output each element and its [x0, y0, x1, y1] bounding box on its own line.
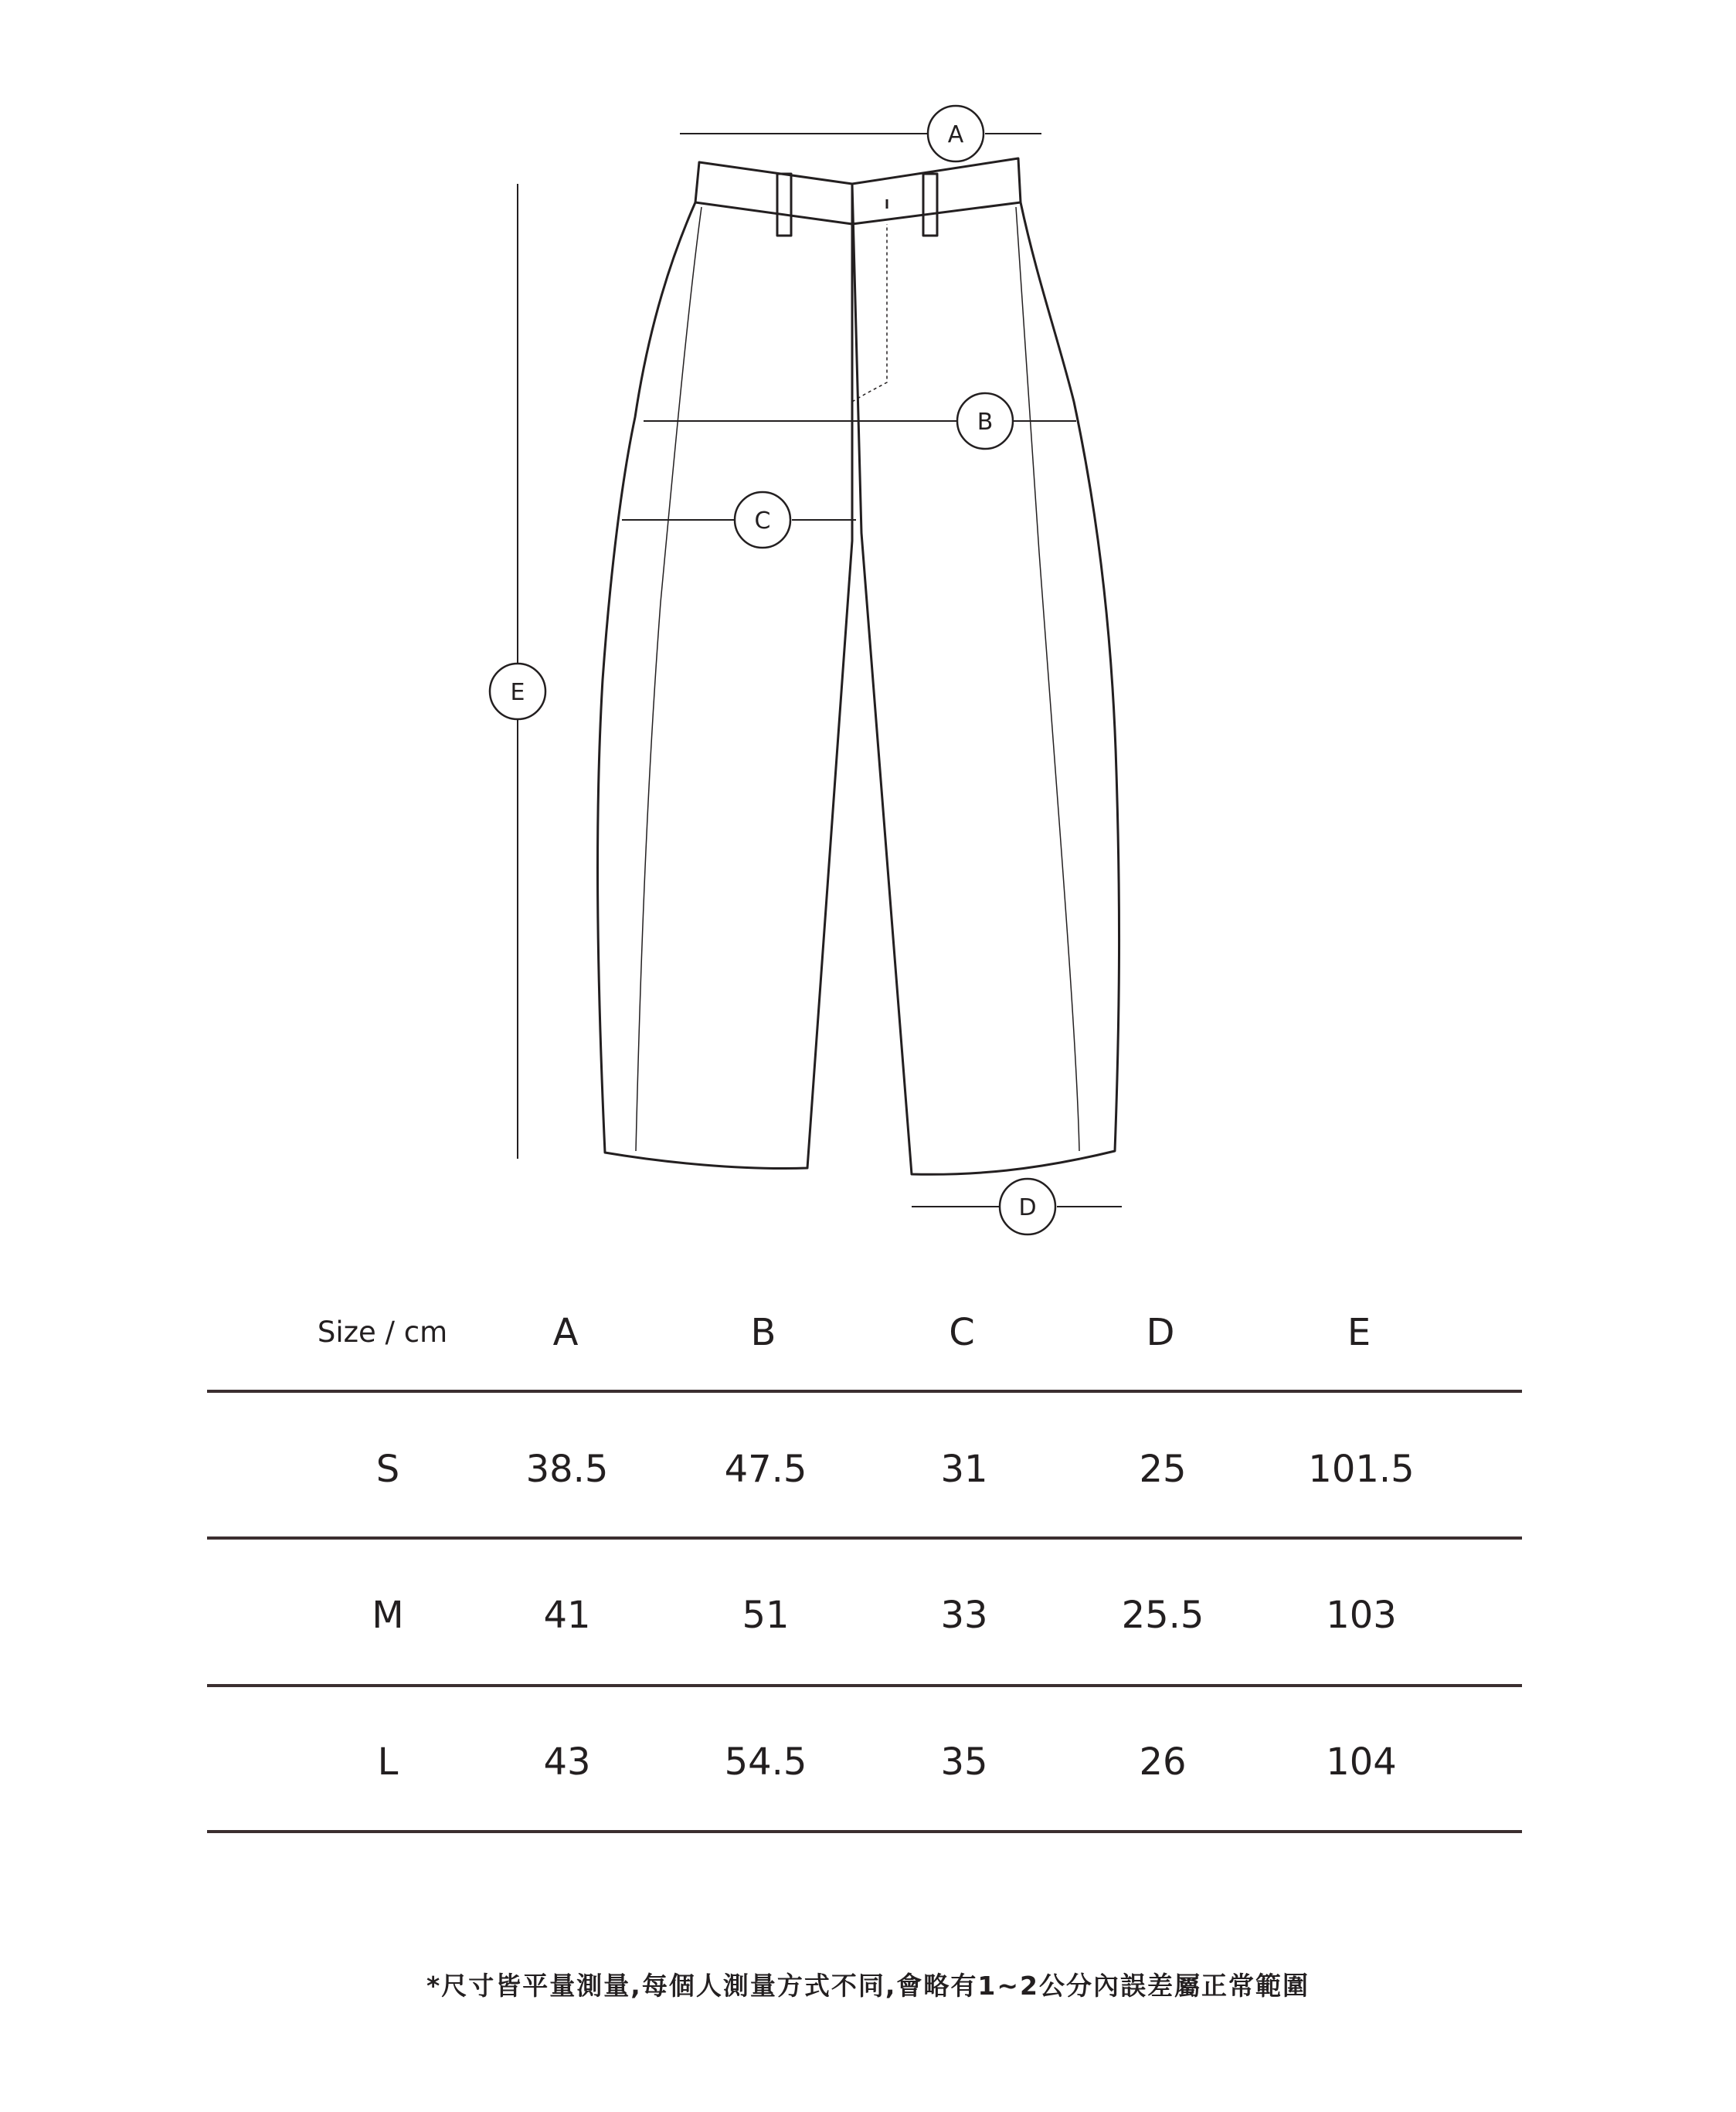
value-a: 41 [543, 1594, 591, 1637]
label-c: C [754, 508, 771, 535]
unit-label: Size / cm [317, 1316, 448, 1349]
table-row [209, 1446, 1522, 1492]
col-a-header: A [552, 1311, 579, 1354]
table-rule [207, 1536, 1522, 1540]
col-e-header: E [1347, 1311, 1371, 1354]
table-row [209, 1592, 1522, 1638]
size-label: S [375, 1448, 400, 1491]
table-rule [207, 1390, 1522, 1393]
col-b-header: B [750, 1311, 776, 1354]
value-c: 31 [940, 1448, 988, 1491]
value-c: 33 [940, 1594, 988, 1637]
label-b: B [977, 409, 994, 436]
value-e: 104 [1326, 1740, 1397, 1784]
col-c-header: C [949, 1311, 975, 1354]
size-label: L [377, 1740, 399, 1784]
measurement-footnote: *尺寸皆平量測量,每個人測量方式不同,會略有1~2公分內誤差屬正常範圍 [426, 1971, 1310, 2001]
label-e: E [510, 679, 525, 706]
pants-outline [598, 158, 1119, 1174]
value-b: 51 [742, 1594, 790, 1637]
size-label: M [372, 1594, 404, 1637]
col-d-header: D [1146, 1311, 1175, 1354]
value-b: 54.5 [724, 1740, 807, 1784]
value-b: 47.5 [724, 1448, 807, 1491]
value-d: 26 [1139, 1740, 1187, 1784]
value-d: 25.5 [1121, 1594, 1204, 1637]
value-d: 25 [1139, 1448, 1187, 1491]
table-rule [207, 1684, 1522, 1687]
table-row [209, 1739, 1522, 1785]
table-header [209, 1309, 1522, 1356]
value-e: 101.5 [1308, 1448, 1415, 1491]
label-a: A [947, 121, 964, 148]
table-rule [207, 1830, 1522, 1833]
value-a: 38.5 [525, 1448, 609, 1491]
value-c: 35 [940, 1740, 988, 1784]
value-a: 43 [543, 1740, 591, 1784]
label-d: D [1018, 1194, 1037, 1221]
value-e: 103 [1326, 1594, 1397, 1637]
